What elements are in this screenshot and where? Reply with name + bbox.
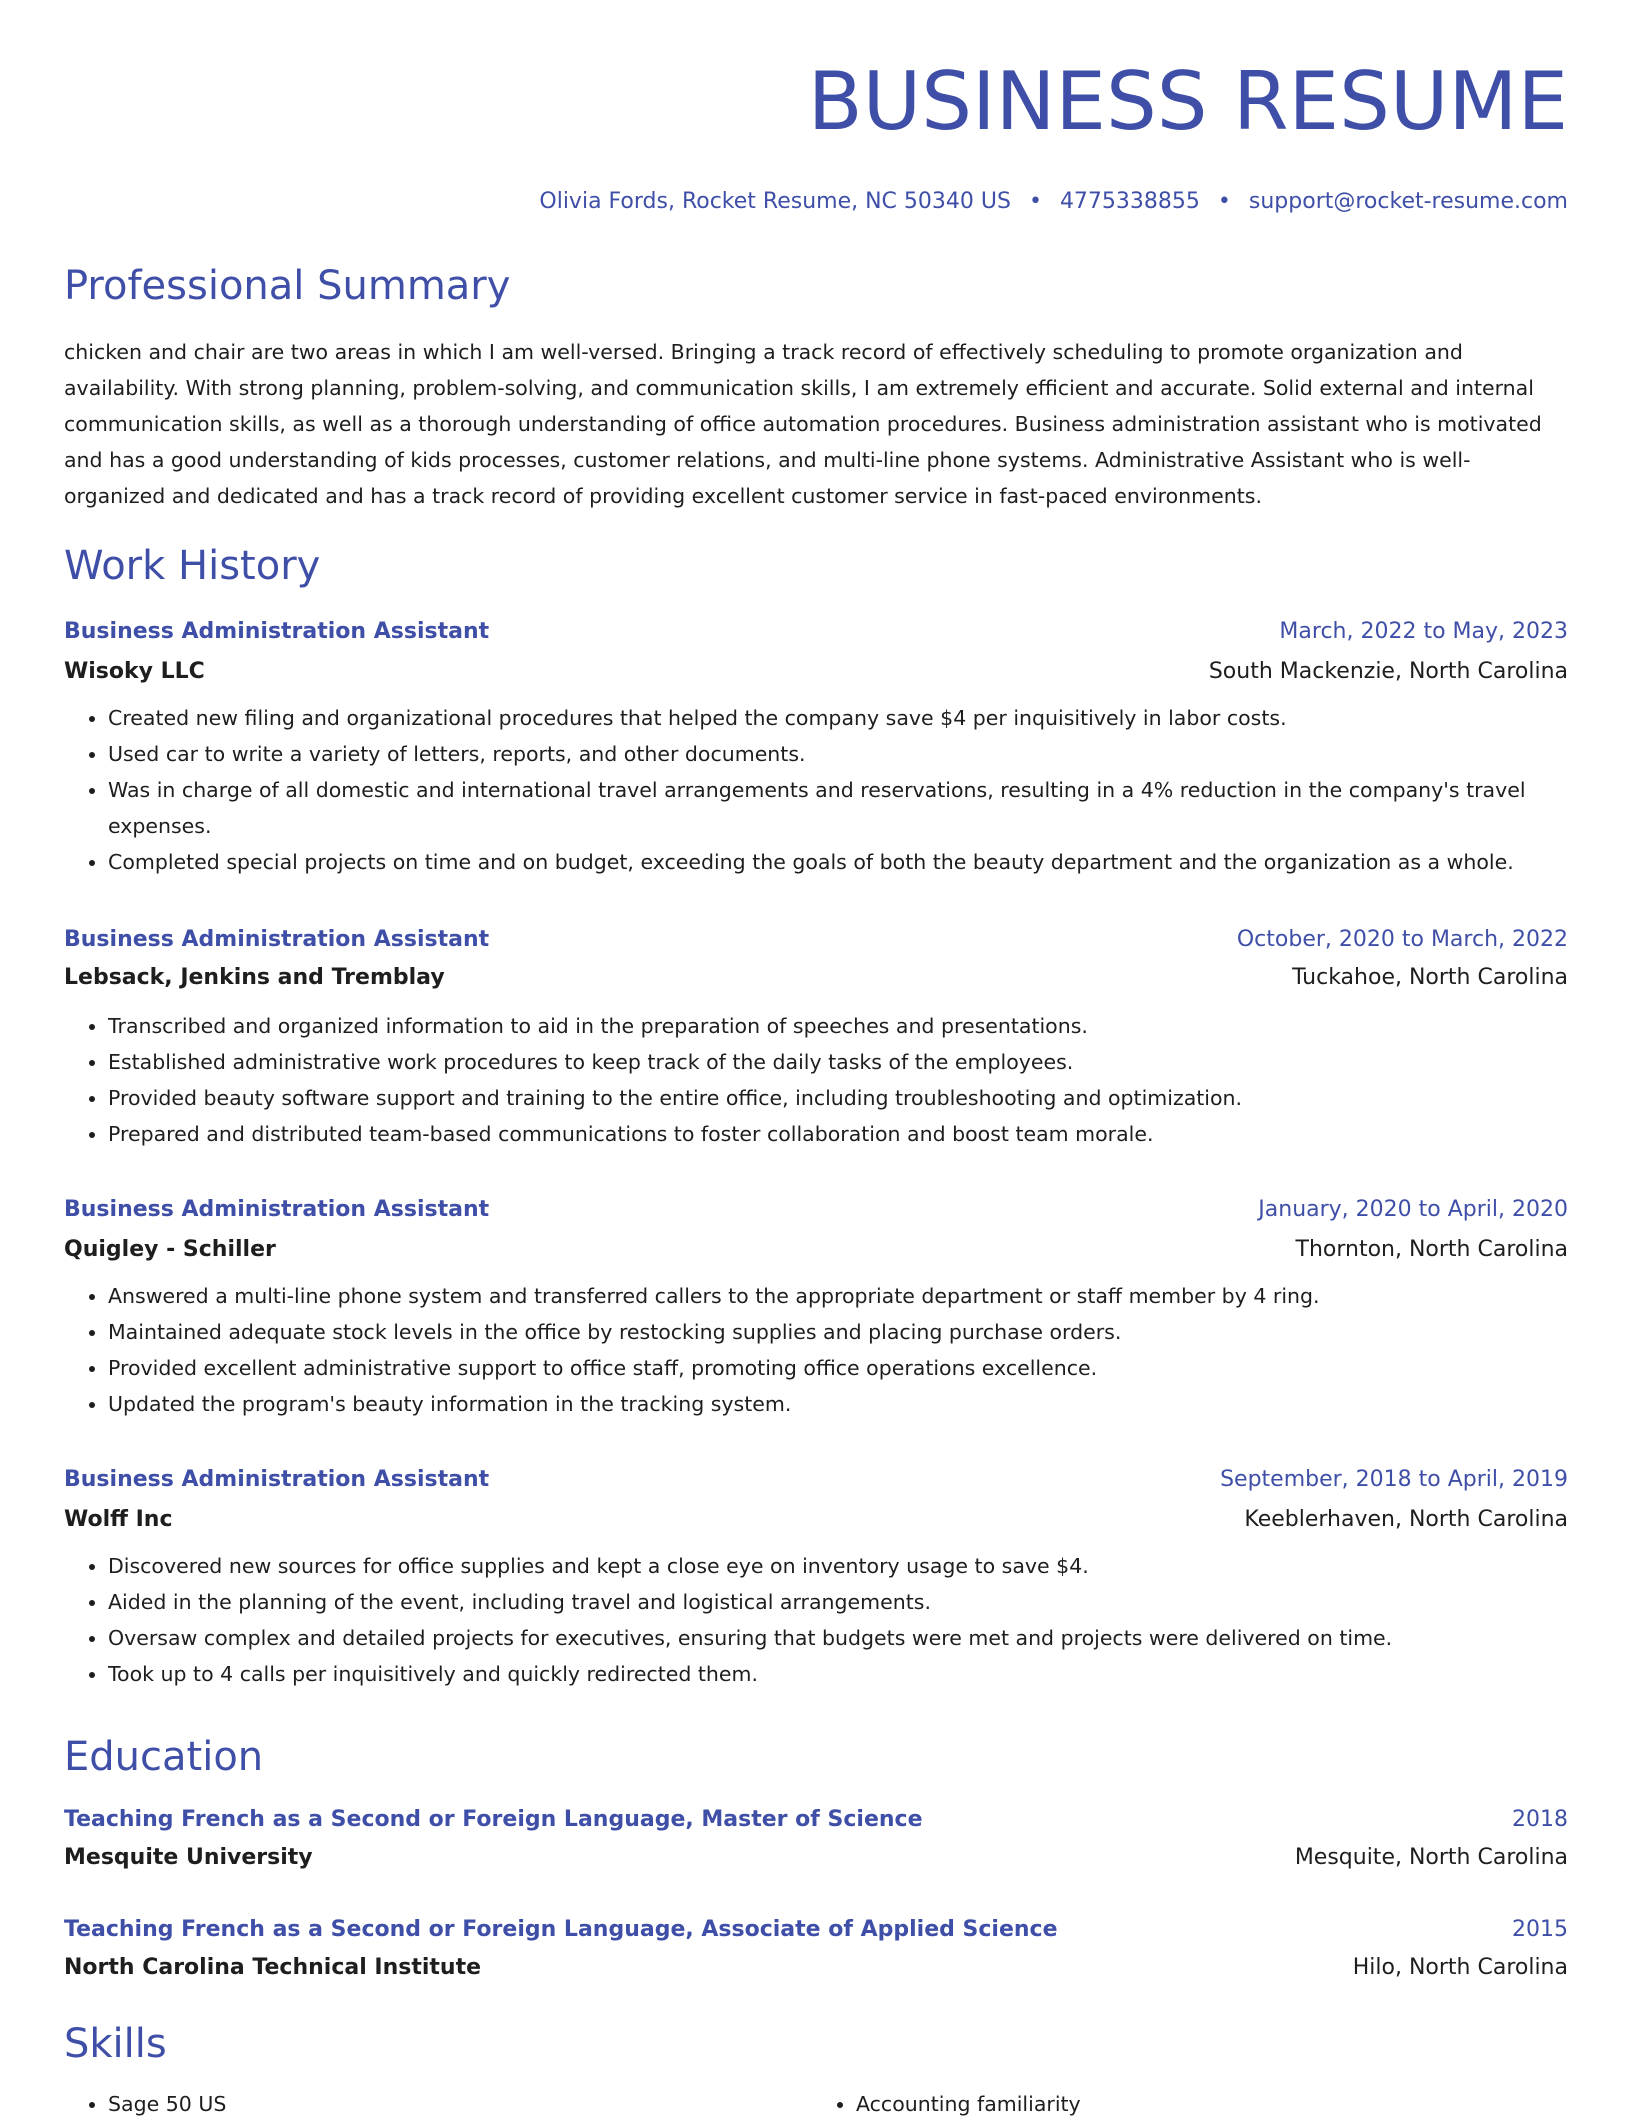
job-bullets — [64, 1008, 1568, 1152]
contact-separator: • — [1028, 189, 1042, 214]
contact-phone: 4775338855 — [1059, 189, 1200, 214]
work-history-heading: Work History — [64, 543, 321, 589]
contact-line — [64, 188, 1568, 216]
job-bullets — [64, 1278, 1568, 1422]
job-bullet: • Updated the program's beauty information in the tracking system. — [108, 1386, 1568, 1422]
job-bullet: • Aided in the planning of the event, including travel and logistical arrangements. — [108, 1584, 1568, 1620]
job-bullets — [64, 700, 1568, 880]
job-bullet: • Created new filing and organizational procedures that helped the company save $4 per inquisitively in labor costs. — [108, 700, 1568, 736]
job-role: Business Administration Assistant — [64, 927, 490, 952]
summary-heading: Professional Summary — [64, 263, 511, 309]
job-bullet: • Provided beauty software support and training to the entire office, including troubleshooting and optimization. — [108, 1080, 1568, 1116]
summary-text: chicken and chair are two areas in which I am well-versed. Bringing a track record of effectively scheduling to promote organization and availability. With strong planning, problem-solving, and communication skills, I am extremely efficient and accurate. Solid external and internal communication skills, as well as a thorough understanding of office automation procedures. Business administration assistant who is motivated and has a good understanding of kids processes, customer relations, and multi-line phone systems. Administrative Assistant who is well-organized and dedicated and has a track record of providing excellent customer service in fast-paced environments. — [64, 340, 1542, 508]
job-bullet: • Transcribed and organized information to aid in the preparation of speeches and presentations. — [108, 1008, 1568, 1044]
education-heading: Education — [64, 1734, 264, 1780]
job-location: Tuckahoe, North Carolina — [1292, 965, 1568, 990]
job-bullets — [64, 1548, 1568, 1692]
job-company: Quigley - Schiller — [64, 1237, 276, 1262]
job-entry — [64, 1196, 1568, 1422]
job-bullet: • Prepared and distributed team-based communications to foster collaboration and boost team morale. — [108, 1116, 1568, 1152]
job-bullet: • Oversaw complex and detailed projects for executives, ensuring that budgets were met and projects were delivered on time. — [108, 1620, 1568, 1656]
education-school: Mesquite University — [64, 1845, 313, 1870]
education-degree: Teaching French as a Second or Foreign Language, Master of Science — [64, 1807, 923, 1832]
skills-heading: Skills — [64, 2021, 167, 2067]
job-bullet: • Discovered new sources for office supplies and kept a close eye on inventory usage to save $4. — [108, 1548, 1568, 1584]
skills-list — [64, 2086, 1568, 2122]
job-location: Keeblerhaven, North Carolina — [1244, 1507, 1568, 1532]
job-company: Wisoky LLC — [64, 659, 205, 684]
job-role: Business Administration Assistant — [64, 619, 490, 644]
skill-item: • Sage 50 US — [108, 2086, 808, 2122]
job-dates: October, 2020 to March, 2022 — [1236, 927, 1568, 952]
contact-address: Olivia Fords, Rocket Resume, NC 50340 US — [539, 189, 1011, 214]
education-year: 2015 — [1512, 1917, 1568, 1942]
job-company: Wolff Inc — [64, 1507, 173, 1532]
job-bullet: • Used car to write a variety of letters, reports, and other documents. — [108, 736, 1568, 772]
resume-title: BUSINESS RESUME — [807, 55, 1568, 148]
job-dates: September, 2018 to April, 2019 — [1220, 1467, 1568, 1492]
skills-column-left — [64, 2086, 808, 2122]
job-entry — [64, 1466, 1568, 1692]
education-entry — [64, 1916, 1568, 1982]
resume-page — [64, 0, 1568, 2116]
job-bullet: • Maintained adequate stock levels in the office by restocking supplies and placing purchase orders. — [108, 1314, 1568, 1350]
job-bullet: • Provided excellent administrative support to office staff, promoting office operations excellence. — [108, 1350, 1568, 1386]
job-bullet: • Completed special projects on time and on budget, exceeding the goals of both the beauty department and the organization as a whole. — [108, 844, 1568, 880]
education-year: 2018 — [1512, 1807, 1568, 1832]
job-dates: March, 2022 to May, 2023 — [1279, 619, 1568, 644]
job-bullet: • Answered a multi-line phone system and transferred callers to the appropriate department or staff member by 4 ring. — [108, 1278, 1568, 1314]
job-bullet: • Established administrative work procedures to keep track of the daily tasks of the employees. — [108, 1044, 1568, 1080]
job-bullet: • Took up to 4 calls per inquisitively and quickly redirected them. — [108, 1656, 1568, 1692]
contact-separator: • — [1217, 189, 1231, 214]
education-degree: Teaching French as a Second or Foreign Language, Associate of Applied Science — [64, 1917, 1058, 1942]
education-location: Mesquite, North Carolina — [1294, 1845, 1568, 1870]
education-school: North Carolina Technical Institute — [64, 1955, 482, 1980]
job-company: Lebsack, Jenkins and Tremblay — [64, 965, 445, 990]
job-entry — [64, 618, 1568, 880]
job-role: Business Administration Assistant — [64, 1467, 490, 1492]
education-location: Hilo, North Carolina — [1352, 1955, 1568, 1980]
contact-email: support@rocket-resume.com — [1248, 189, 1568, 214]
job-location: Thornton, North Carolina — [1295, 1237, 1568, 1262]
skills-column-right — [812, 2086, 1556, 2122]
job-dates: January, 2020 to April, 2020 — [1258, 1197, 1568, 1222]
job-entry — [64, 926, 1568, 1152]
job-location: South Mackenzie, North Carolina — [1208, 659, 1568, 684]
education-entry — [64, 1806, 1568, 1872]
job-bullet: • Was in charge of all domestic and international travel arrangements and reservations, resulting in a 4% reduction in the company's travel expenses. — [108, 772, 1568, 844]
job-role: Business Administration Assistant — [64, 1197, 490, 1222]
skill-item: • Accounting familiarity — [856, 2086, 1556, 2122]
